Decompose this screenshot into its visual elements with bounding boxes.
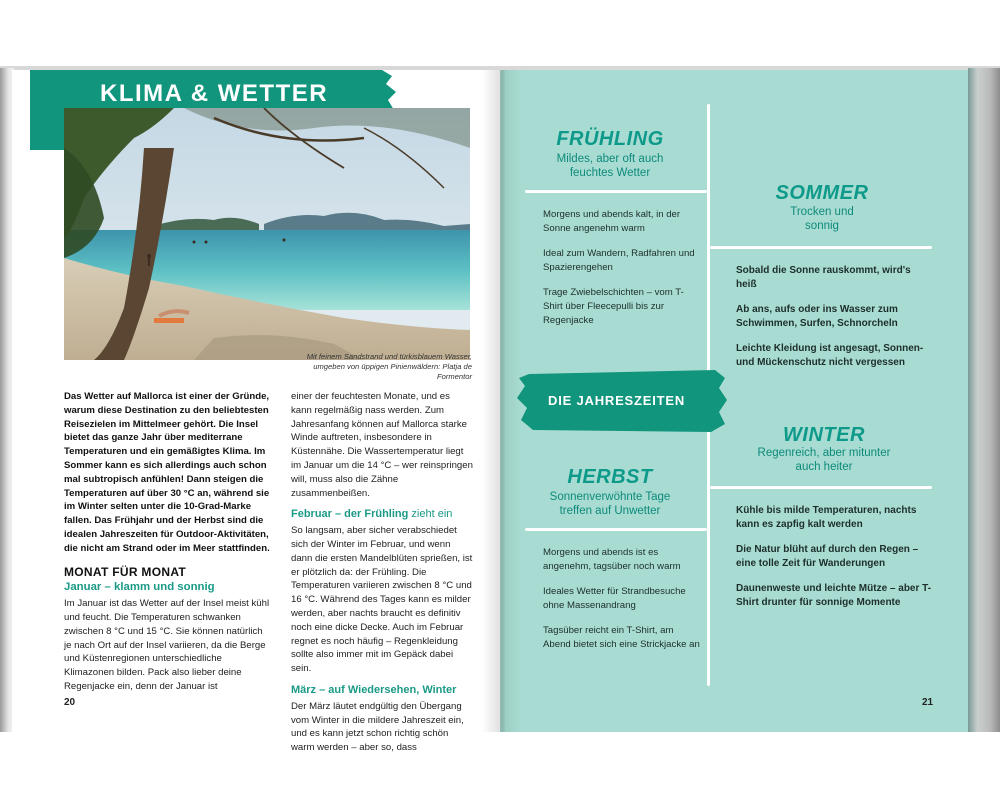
sommer-list	[736, 264, 932, 381]
sommer-item: Sobald die Sonne rauskommt, wird's heiß	[736, 265, 911, 290]
photo-caption: Mit feinem Sandstrand und türkisblauem Wasser, umgeben von üppigen Pinienwäldern: Platja de Formentor	[306, 352, 472, 381]
col2-paragraph: einer der feuchtesten Monate, und es kann regelmäßig nass werden. Zum Jahresanfang können auf Mallorca starke Winde auftreten, insbesondere in Küstennähe. Die Wassertemperatur liegt im Januar um die 14 °C – wer reinspringen will, muss also die Zähne zusammenbeißen.	[291, 391, 473, 499]
herbst-item: Morgens und abends ist es angenehm, tagsüber noch warm	[543, 547, 681, 572]
fruehling-list	[543, 208, 701, 339]
winter-title: WINTER	[783, 424, 865, 446]
divider-herbst	[525, 528, 707, 531]
februar-paragraph: So langsam, aber sicher verabschiedet sich der Winter im Februar, und wenn dann die ersten Mandelblüten sprießen, ist er plötzlich da: der Frühling. Die Temperaturen variieren zwischen 8 °C und 16 °C. Während des Tages kann es milder werden, aber nachts braucht es definitiv noch eine dicke Decke. Auch im Februar regnet es noch häufig – Regenkleidung sollte also immer mit im Gepäck dabei sein.	[291, 525, 473, 675]
sommer-title: SOMMER	[775, 182, 869, 204]
maerz-paragraph: Der März läutet endgültig den Übergang vom Winter in die mildere Jahreszeit ein, und es kann jetzt schon richtig schön warm werden – aber so, dass	[291, 700, 464, 754]
text-column-1	[64, 390, 272, 694]
sommer-item: Leichte Kleidung ist angesagt, Sonnen- und Mückenschutz nicht vergessen	[736, 343, 924, 368]
januar-heading: Januar – klamm und sonnig	[64, 581, 215, 594]
februar-heading	[291, 508, 473, 522]
winter-item: Kühle bis milde Temperaturen, nachts kann es zapfig kalt werden	[736, 505, 917, 530]
divider-sommer	[710, 246, 932, 249]
februar-heading-rest: zieht ein	[408, 508, 453, 521]
herbst-list	[543, 546, 703, 663]
right-page-edges	[968, 68, 1000, 732]
page-number-right: 21	[922, 697, 934, 708]
text-column-2	[291, 390, 473, 755]
fruehling-subtitle: Mildes, aber oft auch feuchtes Wetter	[556, 153, 664, 179]
fruehling-item: Ideal zum Wandern, Radfahren und Spazierengehen	[543, 248, 695, 273]
page-number-left: 20	[64, 697, 76, 708]
seasons-label: DIE JAHRESZEITEN	[548, 393, 686, 408]
section-heading: MONAT FÜR MONAT	[64, 564, 187, 579]
fruehling-title: FRÜHLING	[556, 128, 664, 150]
intro-paragraph: Das Wetter auf Mallorca ist einer der Gründe, warum diese Destination zu den beliebtesten Reisezielen im Mittelmeer gehört. Die Insel bietet das ganze Jahr über mediterrane Temperaturen und ein gemäßigtes Klima. Im Sommer kann es sich allerdings auch schon mal subtropisch anfühlen! Dann steigen die Temperaturen auf über 30 °C an, während sie im Winter selten unter die 10-Grad-Marke fallen. Das Frühjahr und der Herbst sind die idealen Jahreszeiten für Outdoor-Aktivitäten, die nicht am Strand oder im Meer stattfinden.	[64, 391, 270, 554]
sommer-subtitle: Trocken und sonnig	[790, 206, 854, 232]
sommer-item: Ab ans, aufs oder ins Wasser zum Schwimmen, Surfen, Schnorcheln	[736, 304, 898, 329]
fruehling-item: Morgens und abends kalt, in der Sonne angenehm warm	[543, 209, 681, 234]
herbst-item: Tagsüber reicht ein T-Shirt, am Abend bietet sich eine Strickjacke an	[543, 625, 700, 650]
divider-fruehling	[525, 190, 707, 193]
januar-paragraph: Im Januar ist das Wetter auf der Insel meist kühl und feucht. Die Temperaturen schwanken zwischen 8 °C und 15 °C. Sie können natürlich je nach Ort auf der Insel variieren, da die Berge und Küstenregionen unterschiedliche Klimazonen bilden. Pack also lieber deine Regenjacke ein, denn der Januar ist	[64, 598, 270, 692]
herbst-item: Ideales Wetter für Strandbesuche ohne Massenandrang	[543, 586, 686, 611]
fruehling-item: Trage Zwiebelschichten – vom T-Shirt über Fleecepulli bis zur Regenjacke	[543, 287, 684, 326]
winter-item: Die Natur blüht auf durch den Regen – eine tolle Zeit für Wanderungen	[736, 544, 919, 569]
winter-subtitle: Regenreich, aber mitunter auch heiter	[757, 447, 891, 473]
herbst-title: HERBST	[567, 466, 653, 488]
winter-list	[736, 504, 932, 621]
book-gutter	[482, 70, 522, 732]
maerz-heading: März – auf Wiedersehen, Winter	[291, 683, 457, 696]
herbst-subtitle: Sonnenverwöhnte Tage treffen auf Unwetter	[549, 491, 671, 517]
beach-photo	[64, 108, 470, 360]
winter-item: Daunenweste und leichte Mütze – aber T-Shirt drunter für sonnige Momente	[736, 583, 932, 608]
februar-heading-main: Februar – der Frühling	[291, 508, 409, 521]
page-title: KLIMA & WETTER	[100, 80, 329, 107]
divider-winter	[710, 486, 932, 489]
